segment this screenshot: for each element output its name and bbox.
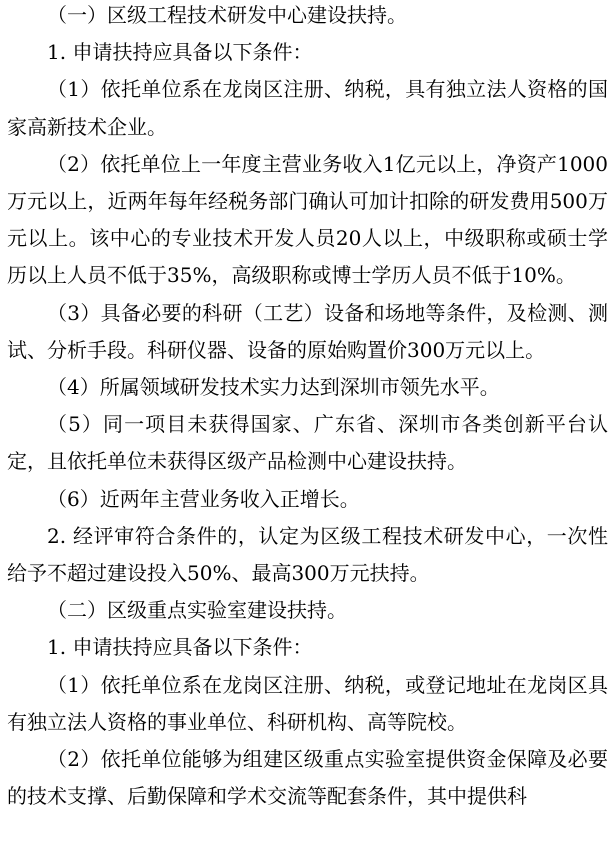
condition-1-6: （6）近两年主营业务收入正增长。 [47, 486, 360, 511]
condition-2-1: （1）依托单位系在龙岗区注册、纳税，或登记地址在龙岗区具有独立法人资格的事业单位、科研机构、高等院校。 [7, 672, 608, 734]
condition-1-2: （2）依托单位上一年度主营业务收入1亿元以上，净资产1000万元以上，近两年每年经税务部门确认可加计扣除的研发费用500万元以上。该中心的专业技术开发人员20人以上，中级职称或硕士学历以上人员不低于35%，高级职称或博士学历人员不低于10%。 [7, 151, 608, 288]
section-heading-2: （二）区级重点实验室建设扶持。 [47, 598, 347, 623]
condition-1-4: （4）所属领域研发技术实力达到深圳市领先水平。 [47, 375, 500, 400]
condition-2-2: （2）依托单位能够为组建区级重点实验室提供资金保障及必要的技术支撑、后勤保障和学术交流等配套条件，其中提供科 [7, 747, 608, 809]
condition-1-5: （5）同一项目未获得国家、广东省、深圳市各类创新平台认定，且依托单位未获得区级产品检测中心建设扶持。 [7, 412, 608, 474]
condition-1-1: （1）依托单位系在龙岗区注册、纳税，具有独立法人资格的国家高新技术企业。 [7, 77, 608, 139]
condition-1-3: （3）具备必要的科研（工艺）设备和场地等条件，及检测、测试、分析手段。科研仪器、设备的原始购置价300万元以上。 [7, 300, 608, 362]
section-heading-1: （一）区级工程技术研发中心建设扶持。 [47, 3, 407, 27]
award-clause-1: 2. 经评审符合条件的，认定为区级工程技术研发中心，一次性给予不超过建设投入50%、最高300万元扶持。 [7, 523, 608, 586]
condition-intro-2: 1. 申请扶持应具备以下条件： [47, 635, 313, 660]
condition-intro-1: 1. 申请扶持应具备以下条件： [47, 40, 313, 65]
